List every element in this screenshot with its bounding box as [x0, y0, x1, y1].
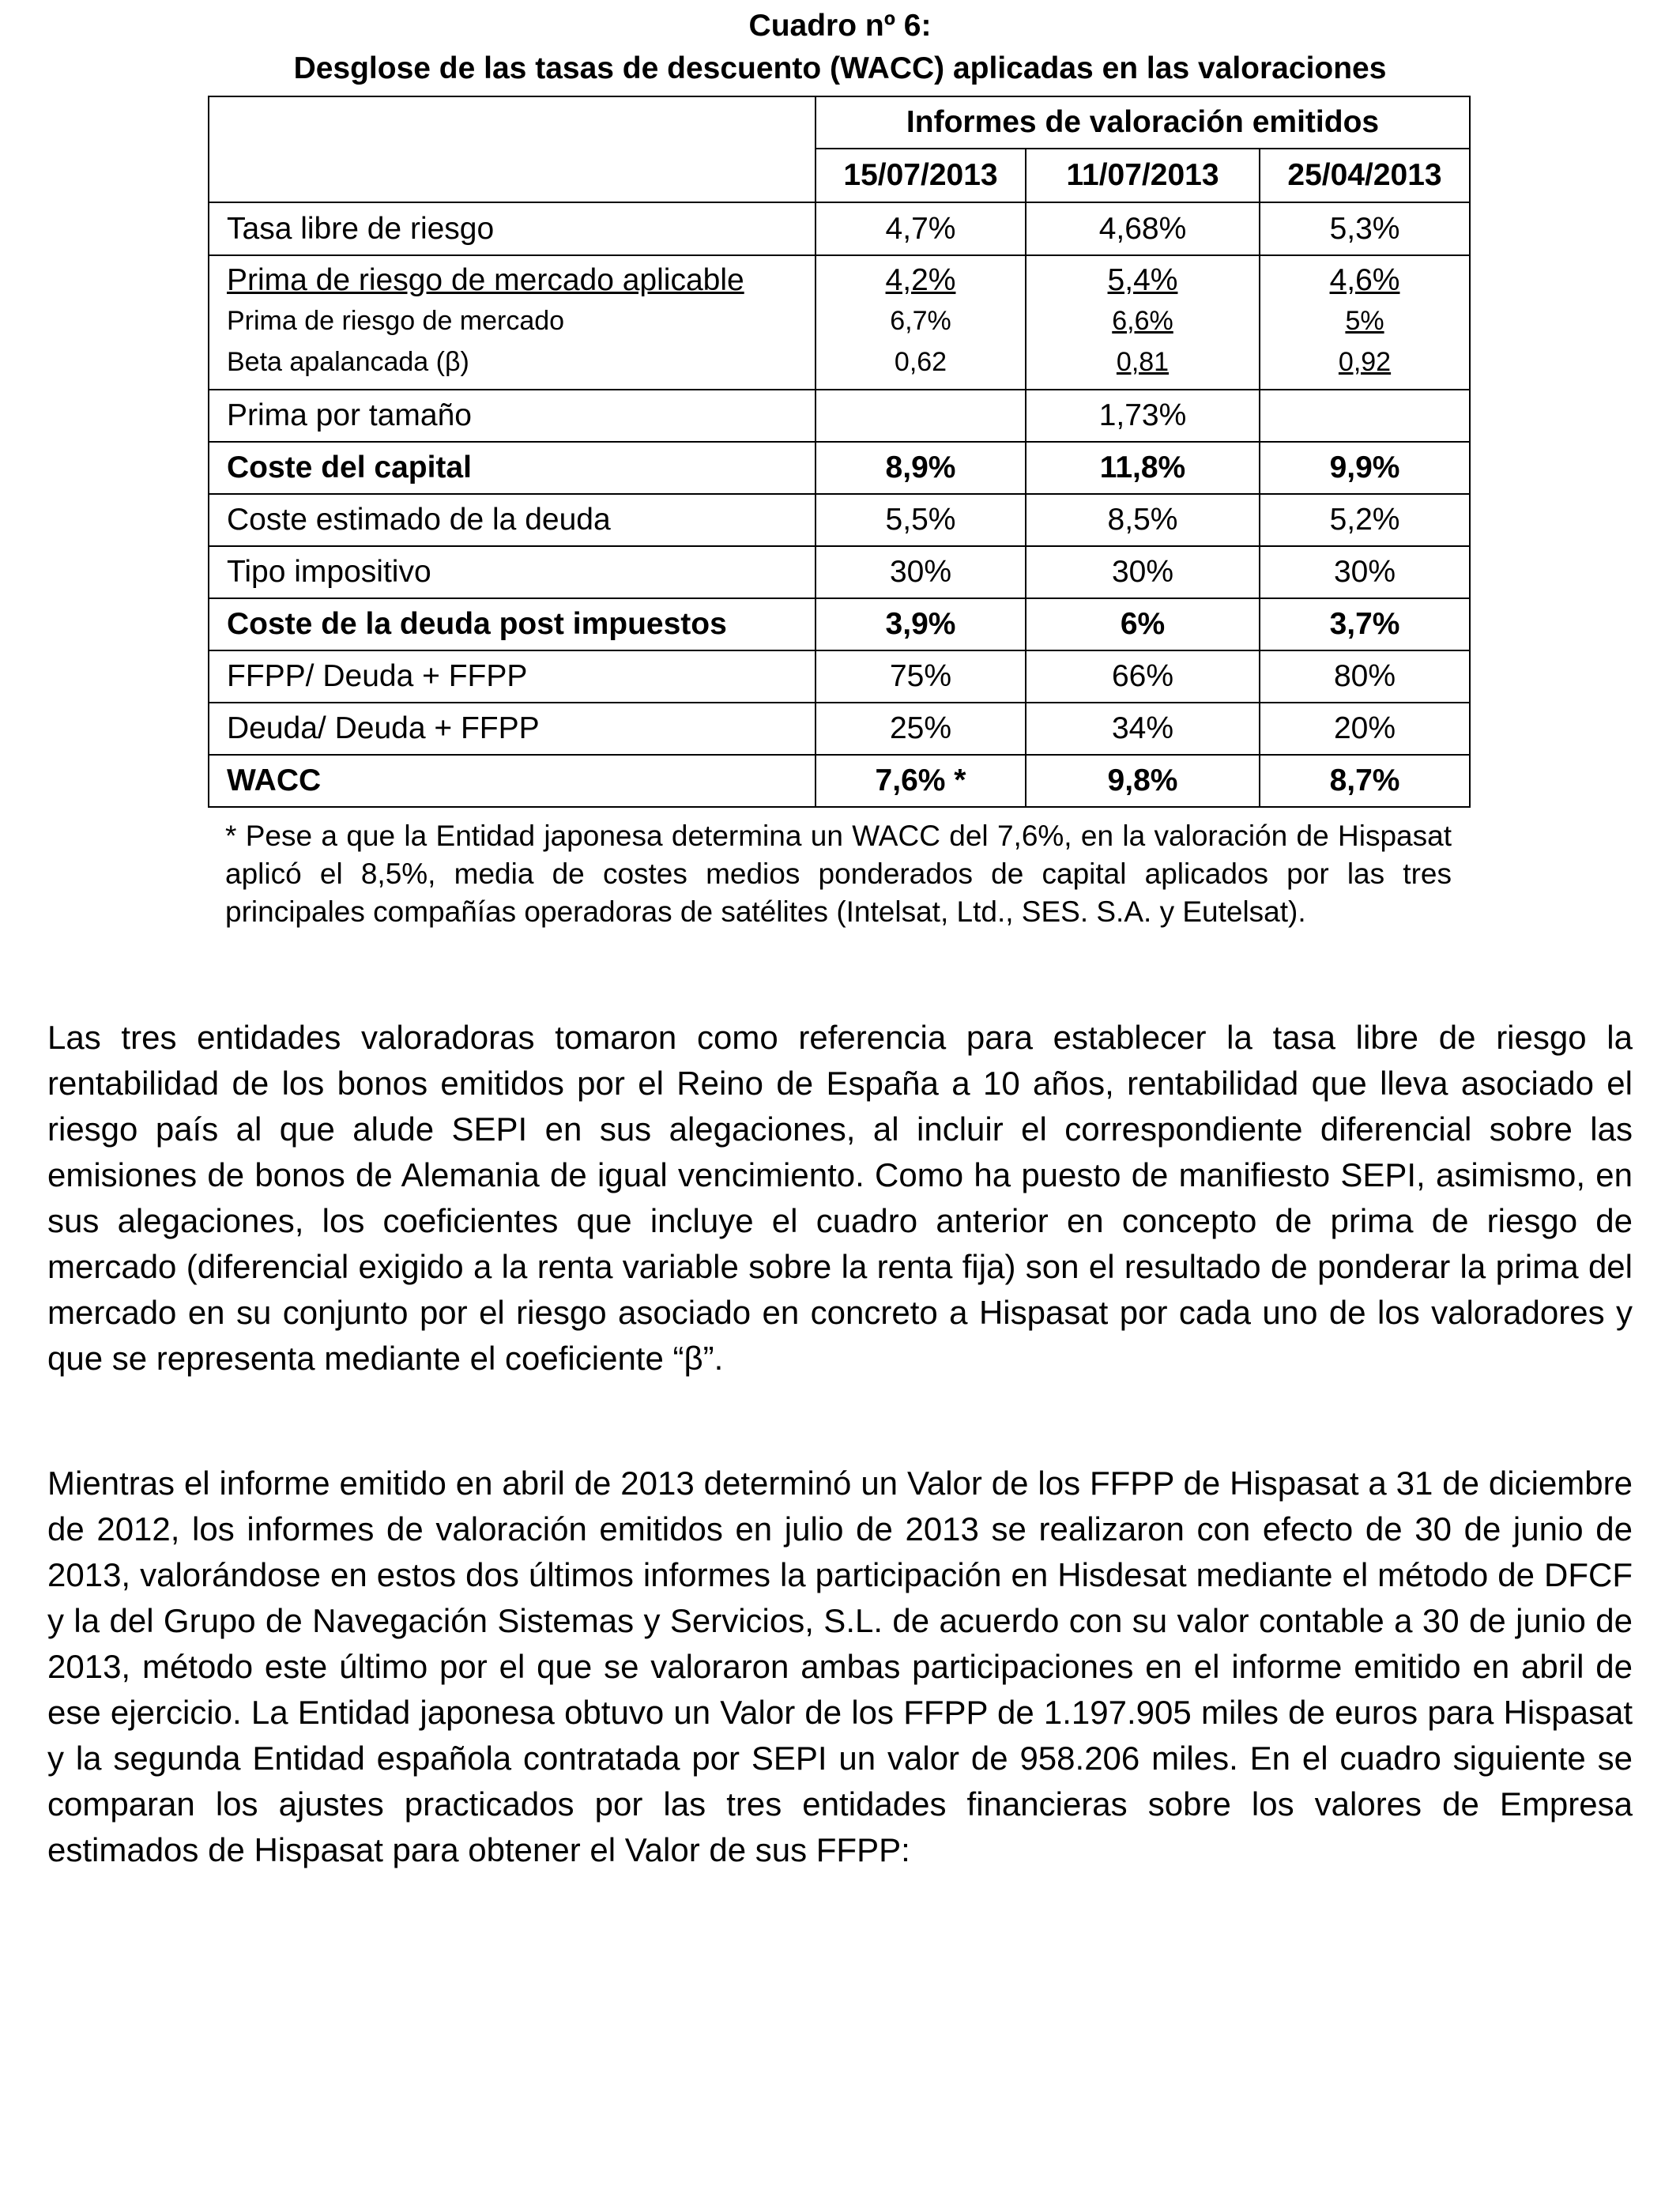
table-cell: 6,6%	[1112, 306, 1173, 336]
table-row	[209, 442, 1470, 494]
table-row	[209, 390, 1470, 442]
table-cell: 0,92	[1338, 347, 1392, 377]
table-corner-cell	[209, 96, 816, 202]
table-footnote: * Pese a que la Entidad japonesa determina un WACC del 7,6%, en la valoración de Hispasat aplicó el 8,5%, media de costes medios ponderados de capital aplicados por las tres principales compañías operadoras de satélites (Intelsat, Ltd., SES. S.A. y Eutelsat).	[225, 820, 1452, 928]
row-label-group	[209, 255, 816, 390]
table-cell: 5,2%	[1260, 494, 1470, 546]
table-cell: 8,9%	[816, 442, 1026, 494]
table-cell: 6,7%	[890, 306, 951, 336]
table-cell: 8,7%	[1260, 755, 1470, 807]
table-cell: 3,7%	[1260, 598, 1470, 650]
table-row	[209, 755, 1470, 807]
table-cell: 0,81	[1116, 347, 1170, 377]
table-row	[209, 650, 1470, 703]
body-paragraph: Mientras el informe emitido en abril de 2013 determinó un Valor de los FFPP de Hispasat a 31 de diciembre de 2012, los informes de valoración emitidos en julio de 2013 se realizaron con efecto de 30 de junio de 2013, valorándose en estos dos últimos informes la participación en Hisdesat mediante el método de DFCF y la del Grupo de Navegación Sistemas y Servicios, S.L. de acuerdo con su valor contable a 30 de junio de 2013, método este último por el que se valoraron ambas participaciones en el informe emitido en abril de ese ejercicio. La Entidad japonesa obtuvo un Valor de los FFPP de 1.197.905 miles de euros para Hispasat y la segunda Entidad española contratada por SEPI un valor de 958.206 miles. En el cuadro siguiente se comparan los ajustes practicados por las tres entidades financieras sobre los valores de Empresa estimados de Hispasat para obtener el Valor de sus FFPP:	[47, 1465, 1633, 1868]
row-label: Prima por tamaño	[209, 390, 816, 442]
row-label: Tasa libre de riesgo	[209, 202, 816, 255]
table-cell: 66%	[1026, 650, 1260, 703]
table-row	[209, 494, 1470, 546]
table-cell: 30%	[1260, 546, 1470, 598]
table-header-row	[209, 96, 1470, 149]
table-cell: 4,7%	[816, 202, 1026, 255]
table-cell: 4,2%	[885, 263, 956, 297]
row-label: Coste del capital	[209, 442, 816, 494]
row-label: Prima de riesgo de mercado aplicable	[227, 263, 744, 297]
table-cell: 75%	[816, 650, 1026, 703]
table-cell-group	[816, 255, 1026, 390]
table-row	[209, 703, 1470, 755]
table-cell: 30%	[816, 546, 1026, 598]
table-cell: 20%	[1260, 703, 1470, 755]
table-row	[209, 598, 1470, 650]
table-cell: 0,62	[894, 347, 947, 377]
column-header: 11/07/2013	[1026, 149, 1260, 202]
table-cell: 9,9%	[1260, 442, 1470, 494]
group-header: Informes de valoración emitidos	[816, 96, 1470, 149]
table-row	[209, 202, 1470, 255]
table-cell: 4,68%	[1026, 202, 1260, 255]
table-cell: 11,8%	[1026, 442, 1260, 494]
table-cell: 34%	[1026, 703, 1260, 755]
table-cell: 4,6%	[1329, 263, 1400, 297]
table-cell: 6%	[1026, 598, 1260, 650]
table-cell: 5,3%	[1260, 202, 1470, 255]
row-label: Coste estimado de la deuda	[209, 494, 816, 546]
table-title: Cuadro nº 6:	[748, 9, 932, 43]
table-cell: 3,9%	[816, 598, 1026, 650]
column-header: 25/04/2013	[1260, 149, 1470, 202]
table-cell: 8,5%	[1026, 494, 1260, 546]
row-sublabel: Prima de riesgo de mercado	[227, 306, 565, 336]
table-cell	[816, 390, 1026, 442]
table-cell: 80%	[1260, 650, 1470, 703]
table-cell-group	[1026, 255, 1260, 390]
table-cell	[1260, 390, 1470, 442]
row-label: WACC	[209, 755, 816, 807]
row-label: FFPP/ Deuda + FFPP	[209, 650, 816, 703]
row-sublabel: Beta apalancada (β)	[227, 347, 469, 377]
table-cell: 5,4%	[1107, 263, 1178, 297]
table-cell: 25%	[816, 703, 1026, 755]
table-cell: 9,8%	[1026, 755, 1260, 807]
table-row	[209, 255, 1470, 390]
wacc-table	[208, 96, 1471, 808]
row-label: Tipo impositivo	[209, 546, 816, 598]
table-cell: 30%	[1026, 546, 1260, 598]
row-label: Coste de la deuda post impuestos	[209, 598, 816, 650]
table-subtitle: Desglose de las tasas de descuento (WACC) aplicadas en las valoraciones	[293, 51, 1387, 85]
column-header: 15/07/2013	[816, 149, 1026, 202]
table-cell: 5,5%	[816, 494, 1026, 546]
table-cell: 5%	[1345, 306, 1384, 336]
table-cell: 1,73%	[1026, 390, 1260, 442]
table-row	[209, 546, 1470, 598]
table-cell-group	[1260, 255, 1470, 390]
body-paragraph: Las tres entidades valoradoras tomaron como referencia para establecer la tasa libre de riesgo la rentabilidad de los bonos emitidos por el Reino de España a 10 años, rentabilidad que lleva asociado el riesgo país al que alude SEPI en sus alegaciones, al incluir el correspondiente diferencial sobre las emisiones de bonos de Alemania de igual vencimiento. Como ha puesto de manifiesto SEPI, asimismo, en sus alegaciones, los coeficientes que incluye el cuadro anterior en concepto de prima de riesgo de mercado (diferencial exigido a la renta variable sobre la renta fija) son el resultado de ponderar la prima del mercado en su conjunto por el riesgo asociado en concreto a Hispasat por cada uno de los valoradores y que se representa mediante el coeficiente “β”.	[47, 1019, 1633, 1377]
row-label: Deuda/ Deuda + FFPP	[209, 703, 816, 755]
table-cell: 7,6% *	[816, 755, 1026, 807]
